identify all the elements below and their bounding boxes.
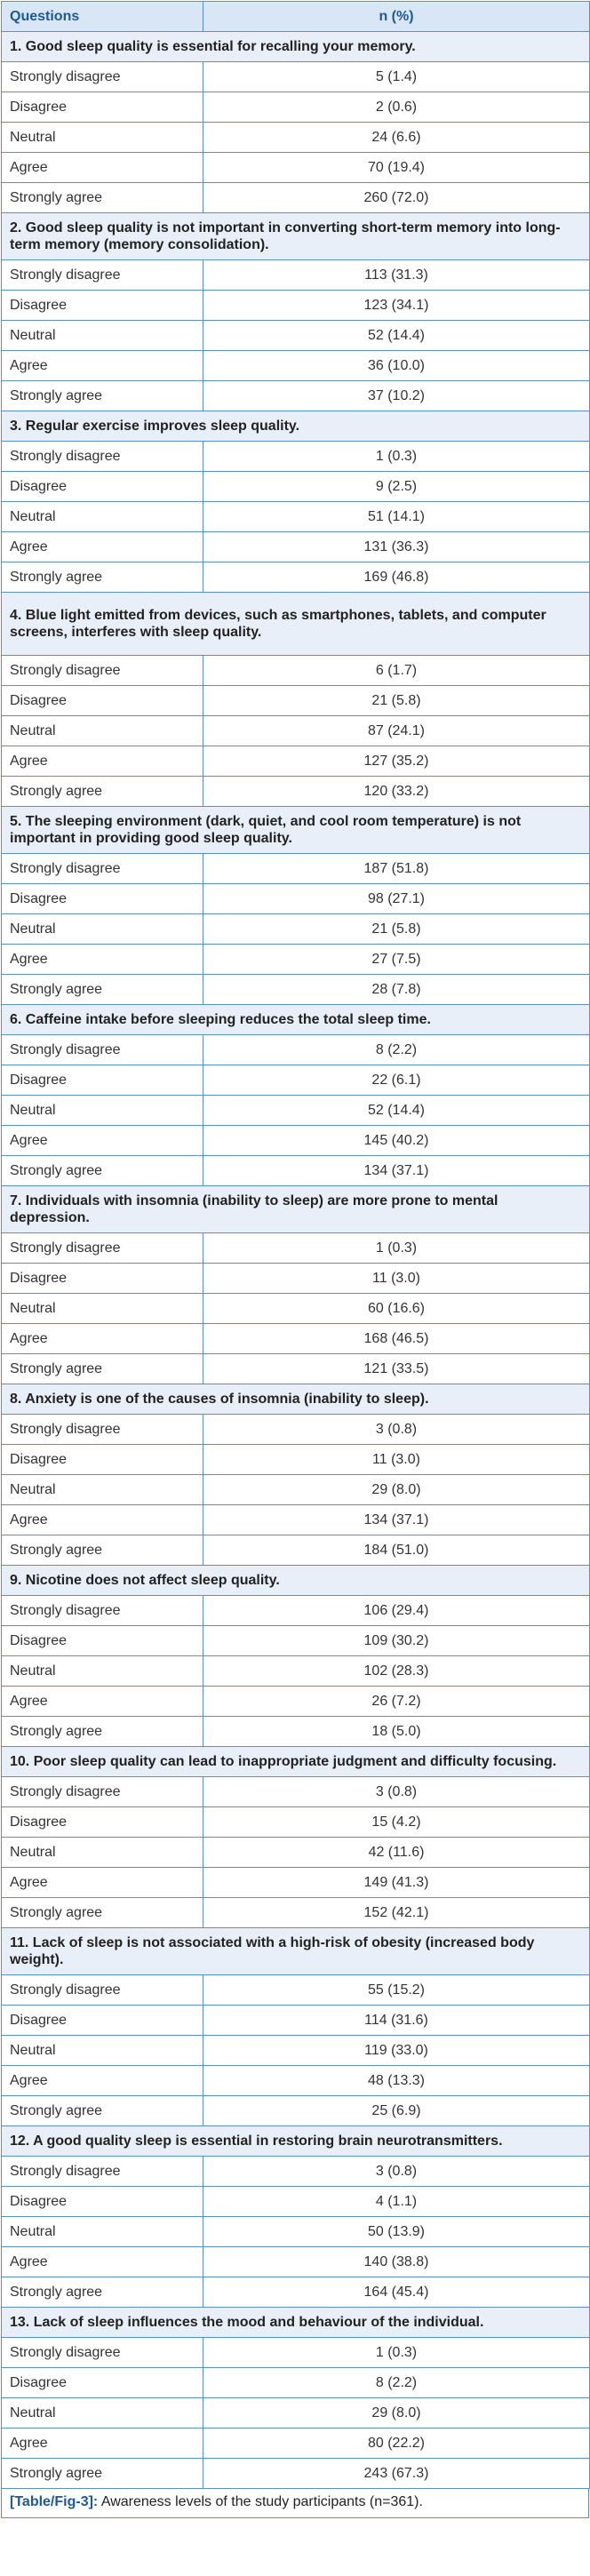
response-value: 60 (16.6) [203, 1294, 590, 1324]
response-value: 260 (72.0) [203, 183, 590, 213]
table-row [2, 2006, 590, 2036]
table-row [2, 472, 590, 502]
table-row [2, 914, 590, 945]
response-label: Neutral [2, 1096, 203, 1126]
table-row [2, 1975, 590, 2006]
question-row [2, 1928, 590, 1975]
table-row [2, 716, 590, 746]
response-value: 70 (19.4) [203, 153, 590, 183]
questions-column-header: Questions [2, 2, 203, 32]
response-label: Disagree [2, 1264, 203, 1294]
response-value: 24 (6.6) [203, 123, 590, 153]
response-label: Strongly agree [2, 183, 203, 213]
response-value: 36 (10.0) [203, 351, 590, 381]
awareness-table [1, 1, 590, 2489]
response-label: Neutral [2, 2036, 203, 2066]
table-row [2, 2157, 590, 2187]
question-row [2, 593, 590, 656]
response-value: 18 (5.0) [203, 1717, 590, 1747]
response-label: Disagree [2, 2368, 203, 2398]
table-row [2, 1596, 590, 1626]
table-row [2, 1535, 590, 1566]
table-row [2, 562, 590, 593]
caption-text: Awareness levels of the study participants (n=361). [100, 2494, 423, 2509]
question-row [2, 411, 590, 442]
table-row [2, 975, 590, 1005]
question-text: 2. Good sleep quality is not important in converting short-term memory into long-term memory (memory consolidation). [2, 213, 590, 260]
response-value: 80 (22.2) [203, 2428, 590, 2459]
table-row [2, 1156, 590, 1186]
response-value: 184 (51.0) [203, 1535, 590, 1566]
response-value: 21 (5.8) [203, 914, 590, 945]
response-value: 21 (5.8) [203, 686, 590, 716]
table-row [2, 442, 590, 472]
response-label: Disagree [2, 2187, 203, 2217]
question-row [2, 1566, 590, 1596]
response-value: 3 (0.8) [203, 1415, 590, 1445]
response-label: Strongly agree [2, 2459, 203, 2489]
question-text: 11. Lack of sleep is not associated with a high-risk of obesity (increased body weight). [2, 1928, 590, 1975]
table-row [2, 1324, 590, 1354]
table-container [1, 1, 589, 2518]
table-row [2, 2066, 590, 2096]
response-label: Neutral [2, 1475, 203, 1505]
response-value: 145 (40.2) [203, 1126, 590, 1156]
response-label: Strongly agree [2, 975, 203, 1005]
response-label: Neutral [2, 321, 203, 351]
question-text: 12. A good quality sleep is essential in restoring brain neurotransmitters. [2, 2126, 590, 2157]
question-row [2, 32, 590, 62]
table-row [2, 2187, 590, 2217]
table-row [2, 502, 590, 532]
response-value: 8 (2.2) [203, 1035, 590, 1065]
response-value: 8 (2.2) [203, 2368, 590, 2398]
response-value: 119 (33.0) [203, 2036, 590, 2066]
response-label: Strongly agree [2, 1535, 203, 1566]
table-row [2, 945, 590, 975]
response-label: Disagree [2, 1445, 203, 1475]
question-text: 6. Caffeine intake before sleeping reduces the total sleep time. [2, 1005, 590, 1035]
table-row [2, 1035, 590, 1065]
table-row [2, 1898, 590, 1928]
response-value: 55 (15.2) [203, 1975, 590, 2006]
question-text: 5. The sleeping environment (dark, quiet, and cool room temperature) is not important in providing good sleep quality. [2, 807, 590, 854]
response-value: 134 (37.1) [203, 1505, 590, 1535]
response-label: Agree [2, 532, 203, 562]
question-text: 7. Individuals with insomnia (inability to sleep) are more prone to mental depression. [2, 1186, 590, 1233]
response-value: 149 (41.3) [203, 1868, 590, 1898]
n-percent-column-header: n (%) [203, 2, 590, 32]
response-value: 4 (1.1) [203, 2187, 590, 2217]
question-text: 9. Nicotine does not affect sleep quality. [2, 1566, 590, 1596]
response-label: Disagree [2, 472, 203, 502]
table-row [2, 2247, 590, 2277]
table-row [2, 92, 590, 123]
table-row [2, 153, 590, 183]
table-row [2, 2217, 590, 2247]
table-row [2, 1687, 590, 1717]
response-label: Disagree [2, 686, 203, 716]
response-value: 127 (35.2) [203, 746, 590, 777]
response-value: 50 (13.9) [203, 2217, 590, 2247]
question-row [2, 1747, 590, 1777]
response-value: 3 (0.8) [203, 2157, 590, 2187]
table-row [2, 1445, 590, 1475]
response-value: 140 (38.8) [203, 2247, 590, 2277]
table-row [2, 260, 590, 291]
response-label: Neutral [2, 716, 203, 746]
question-row [2, 213, 590, 260]
table-row [2, 777, 590, 807]
table-row [2, 1233, 590, 1264]
table-row [2, 1656, 590, 1687]
response-label: Strongly agree [2, 1898, 203, 1928]
response-label: Strongly disagree [2, 1233, 203, 1264]
response-label: Strongly disagree [2, 1596, 203, 1626]
table-row [2, 854, 590, 884]
response-label: Agree [2, 945, 203, 975]
response-label: Strongly disagree [2, 442, 203, 472]
table-row [2, 2096, 590, 2126]
question-text: 10. Poor sleep quality can lead to inappropriate judgment and difficulty focusing. [2, 1747, 590, 1777]
table-row [2, 2036, 590, 2066]
question-row [2, 807, 590, 854]
response-value: 2 (0.6) [203, 92, 590, 123]
table-caption [1, 2489, 589, 2518]
response-value: 37 (10.2) [203, 381, 590, 411]
response-label: Agree [2, 1126, 203, 1156]
table-row [2, 321, 590, 351]
response-value: 5 (1.4) [203, 62, 590, 92]
response-label: Agree [2, 1324, 203, 1354]
response-value: 123 (34.1) [203, 291, 590, 321]
question-row [2, 1005, 590, 1035]
response-value: 3 (0.8) [203, 1777, 590, 1807]
response-label: Neutral [2, 1294, 203, 1324]
response-label: Disagree [2, 1626, 203, 1656]
response-value: 25 (6.9) [203, 2096, 590, 2126]
response-value: 98 (27.1) [203, 884, 590, 914]
table-row [2, 656, 590, 686]
table-row [2, 381, 590, 411]
table-row [2, 1415, 590, 1445]
response-label: Strongly disagree [2, 2157, 203, 2187]
response-label: Agree [2, 1687, 203, 1717]
table-row [2, 1807, 590, 1838]
response-label: Strongly agree [2, 381, 203, 411]
table-row [2, 532, 590, 562]
response-value: 51 (14.1) [203, 502, 590, 532]
response-label: Agree [2, 2428, 203, 2459]
table-row [2, 1264, 590, 1294]
response-label: Agree [2, 1505, 203, 1535]
response-value: 52 (14.4) [203, 321, 590, 351]
response-value: 52 (14.4) [203, 1096, 590, 1126]
response-label: Disagree [2, 92, 203, 123]
table-row [2, 2398, 590, 2428]
response-label: Strongly agree [2, 2277, 203, 2308]
response-value: 120 (33.2) [203, 777, 590, 807]
table-row [2, 1096, 590, 1126]
response-value: 29 (8.0) [203, 2398, 590, 2428]
question-text: 3. Regular exercise improves sleep quality. [2, 411, 590, 442]
response-label: Strongly agree [2, 1156, 203, 1186]
table-row [2, 1777, 590, 1807]
response-value: 6 (1.7) [203, 656, 590, 686]
response-label: Strongly disagree [2, 656, 203, 686]
response-label: Disagree [2, 2006, 203, 2036]
table-row [2, 2428, 590, 2459]
response-label: Agree [2, 2066, 203, 2096]
response-value: 164 (45.4) [203, 2277, 590, 2308]
table-row [2, 291, 590, 321]
response-value: 1 (0.3) [203, 1233, 590, 1264]
response-value: 121 (33.5) [203, 1354, 590, 1384]
response-label: Strongly agree [2, 2096, 203, 2126]
response-label: Neutral [2, 2217, 203, 2247]
table-row [2, 1626, 590, 1656]
response-label: Disagree [2, 1807, 203, 1838]
response-label: Agree [2, 153, 203, 183]
response-label: Neutral [2, 2398, 203, 2428]
response-label: Neutral [2, 502, 203, 532]
question-row [2, 2126, 590, 2157]
question-row [2, 1186, 590, 1233]
response-value: 243 (67.3) [203, 2459, 590, 2489]
table-row [2, 746, 590, 777]
response-label: Agree [2, 2247, 203, 2277]
response-value: 42 (11.6) [203, 1838, 590, 1868]
table-row [2, 1126, 590, 1156]
response-value: 168 (46.5) [203, 1324, 590, 1354]
response-label: Disagree [2, 884, 203, 914]
response-label: Strongly agree [2, 777, 203, 807]
response-label: Strongly disagree [2, 854, 203, 884]
table-row [2, 2338, 590, 2368]
response-value: 9 (2.5) [203, 472, 590, 502]
table-header-row [2, 2, 590, 32]
response-label: Neutral [2, 123, 203, 153]
response-value: 1 (0.3) [203, 442, 590, 472]
response-value: 152 (42.1) [203, 1898, 590, 1928]
response-label: Strongly disagree [2, 1415, 203, 1445]
response-label: Strongly agree [2, 1717, 203, 1747]
response-label: Strongly disagree [2, 1975, 203, 2006]
table-row [2, 351, 590, 381]
response-value: 26 (7.2) [203, 1687, 590, 1717]
question-row [2, 2308, 590, 2338]
table-row [2, 1717, 590, 1747]
table-row [2, 2459, 590, 2489]
response-label: Strongly agree [2, 562, 203, 593]
response-value: 11 (3.0) [203, 1445, 590, 1475]
table-row [2, 1294, 590, 1324]
response-value: 187 (51.8) [203, 854, 590, 884]
response-value: 114 (31.6) [203, 2006, 590, 2036]
response-label: Strongly agree [2, 1354, 203, 1384]
question-text: 4. Blue light emitted from devices, such as smartphones, tablets, and computer screens, interferes with sleep quality. [2, 593, 590, 656]
response-label: Disagree [2, 291, 203, 321]
caption-label: [Table/Fig-3]: [10, 2494, 99, 2509]
table-row [2, 884, 590, 914]
response-value: 15 (4.2) [203, 1807, 590, 1838]
response-label: Strongly disagree [2, 1035, 203, 1065]
response-label: Strongly disagree [2, 260, 203, 291]
response-value: 106 (29.4) [203, 1596, 590, 1626]
response-value: 109 (30.2) [203, 1626, 590, 1656]
question-text: 8. Anxiety is one of the causes of insomnia (inability to sleep). [2, 1384, 590, 1415]
response-value: 28 (7.8) [203, 975, 590, 1005]
response-label: Strongly disagree [2, 62, 203, 92]
question-text: 1. Good sleep quality is essential for recalling your memory. [2, 32, 590, 62]
table-row [2, 1868, 590, 1898]
response-value: 113 (31.3) [203, 260, 590, 291]
response-value: 134 (37.1) [203, 1156, 590, 1186]
question-row [2, 1384, 590, 1415]
table-row [2, 183, 590, 213]
response-value: 102 (28.3) [203, 1656, 590, 1687]
response-label: Neutral [2, 914, 203, 945]
response-label: Disagree [2, 1065, 203, 1096]
response-label: Strongly disagree [2, 1777, 203, 1807]
response-label: Agree [2, 351, 203, 381]
response-label: Neutral [2, 1838, 203, 1868]
response-value: 22 (6.1) [203, 1065, 590, 1096]
response-value: 48 (13.3) [203, 2066, 590, 2096]
table-row [2, 1475, 590, 1505]
table-row [2, 2277, 590, 2308]
table-row [2, 1505, 590, 1535]
response-label: Strongly disagree [2, 2338, 203, 2368]
response-label: Agree [2, 1868, 203, 1898]
response-value: 1 (0.3) [203, 2338, 590, 2368]
response-value: 27 (7.5) [203, 945, 590, 975]
table-row [2, 2368, 590, 2398]
table-row [2, 1838, 590, 1868]
response-value: 169 (46.8) [203, 562, 590, 593]
table-row [2, 1354, 590, 1384]
response-label: Agree [2, 746, 203, 777]
table-row [2, 686, 590, 716]
question-text: 13. Lack of sleep influences the mood and behaviour of the individual. [2, 2308, 590, 2338]
table-row [2, 62, 590, 92]
response-value: 131 (36.3) [203, 532, 590, 562]
table-row [2, 123, 590, 153]
response-value: 87 (24.1) [203, 716, 590, 746]
response-value: 29 (8.0) [203, 1475, 590, 1505]
response-value: 11 (3.0) [203, 1264, 590, 1294]
response-label: Neutral [2, 1656, 203, 1687]
table-row [2, 1065, 590, 1096]
